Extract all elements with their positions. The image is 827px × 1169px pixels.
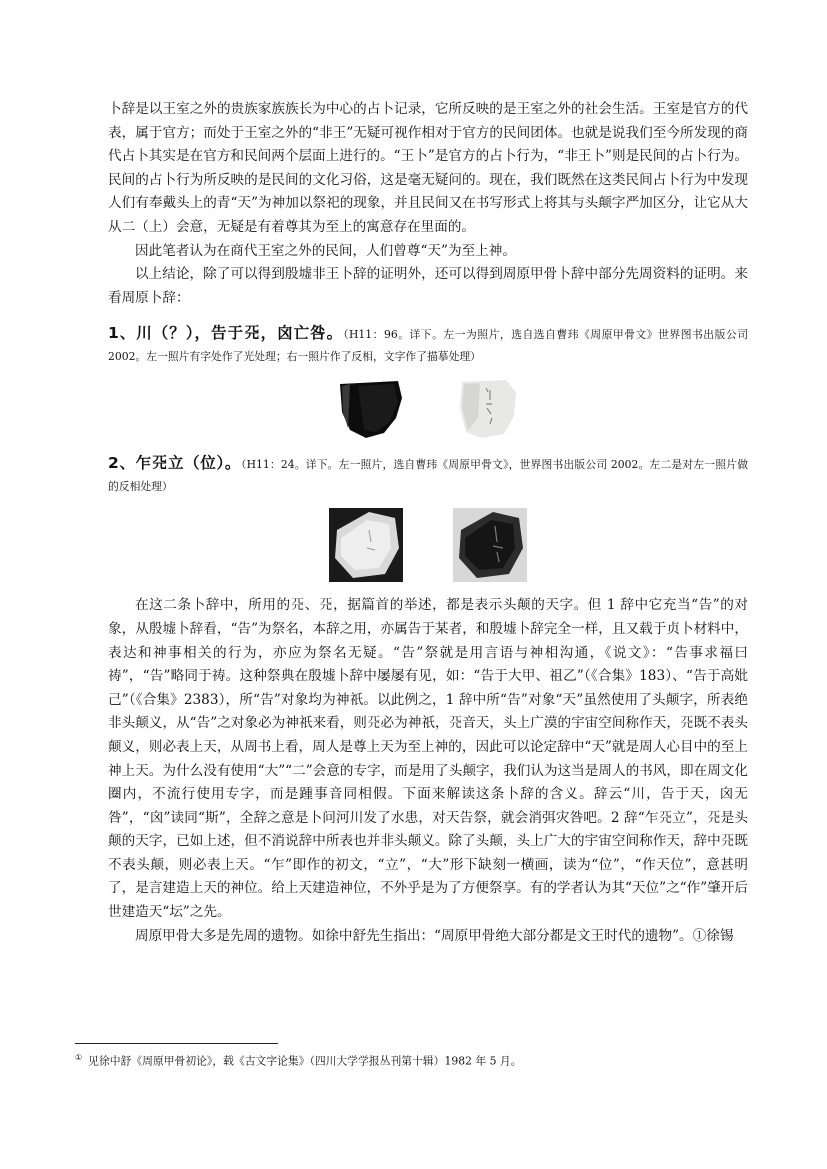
photo-row-1 xyxy=(108,378,748,440)
inscription-text: 2、乍𠀘立（位）。 xyxy=(108,454,242,473)
inscription-note: （H11：96。详下。左一为照片，选自选自曹玮《周原甲骨文》世界图书出版公司 2002。左一照片有字处作了光处理；右一照片作了反相，文字作了描摹处理） xyxy=(108,328,748,364)
paragraph: 因此笔者认为在商代王室之外的民间，人们曾尊“天”为至上神。 xyxy=(135,242,516,259)
oracle-bone-photo-inverted xyxy=(456,378,520,440)
footnote xyxy=(75,1050,755,1070)
photo-row-2 xyxy=(108,508,748,582)
inscription-text: 1、川（？），告于𠀘，囟亡咎。 xyxy=(108,324,344,343)
paragraph-text: 周原甲骨大多是先周的遗物。如徐中舒先生指出：“周原甲骨绝大部分都是文王时代的遗物”。 xyxy=(135,927,693,944)
footnote-marker: ① xyxy=(75,1053,83,1062)
inscription-note: （H11：24。详下。左一照片，选自曹玮《周原甲骨文》，世界图书出版公司 2002。左二是对左一照片做的反相处理） xyxy=(108,458,748,494)
footnote-text: 见徐中舒《周原甲骨初论》，载《古文字论集》（四川大学学报丛刊第十辑）1982 年 5 月。 xyxy=(88,1054,522,1068)
inscription-item-2 xyxy=(108,452,748,498)
oracle-bone-photo xyxy=(336,378,406,440)
paragraph xyxy=(108,925,748,949)
paragraph: 卜辞是以王室之外的贵族家族族长为中心的占卜记录，它所反映的是王室之外的社会生活。王室是官方的代表，属于官方；而处于王室之外的“非王”无疑可视作相对于官方的民间团体。也就是说我们至今所发现的商代占卜其实是在官方和民间两个层面上进行的。“王卜”是官方的占卜行为，“非王卜”则是民间的占卜行为。民间的占卜行为所反映的是民间的文化习俗，这是毫无疑问的。现在，我们既然在这类民间占卜行为中发现人们有奉戴头上的青“天”为神加以祭祀的现象，并且民间又在书写形式上将其与头颠字严加区分，让它从大从二（上）会意，无疑是有着尊其为至上的寓意存在里面的。 xyxy=(108,101,748,235)
oracle-bone-photo xyxy=(329,508,403,582)
paragraph: 在这二条卜辞中，所用的𠀘、𠀘，据篇首的举述，都是表示头颠的天字。但 1 辞中它充当“告”的对象，从殷墟卜辞看，“告”为祭名，本辞之用，亦属告于某者，和殷墟卜辞完全一样，且又载于贞卜材料中，表达和神事相关的行为，亦应为祭名无疑。“告”祭就是用言语与神相沟通，《说文》：“告事求福曰祷”，“告”略同于祷。这种祭典在殷墟卜辞中屡屡有见，如：“告于大甲、祖乙”（《合集》183）、“告于高妣己”（《合集》2383），所“告”对象均为神祇。以此例之，1 辞中所“告”对象“天”虽然使用了头颠字，所表绝非头颠义，从“告”之对象必为神祇来看，则𠀘必为神祇，𠀘音天，头上广漠的宇宙空间称作天，𠀘既不表头颠义，则必表上天，从周书上看，周人是尊上天为至上神的，因此可以论定辞中“天”就是周人心目中的至上神上天。为什么没有使用“大”“二”会意的专字，而是用了头颠字，我们认为这当是周人的书风，即在周文化圈内，不流行使用专字，而是踵事音同相假。下面来解读这条卜辞的含义。辞云“川，告于天，囟无咎”，“囟”读同“斯”，全辞之意是卜问河川发了水患，对天告祭，就会消弭灾咎吧。2 辞“乍𠀘立”，𠀘是头颠的天字，已如上述，但不消说辞中所表也并非头颠义。除了头颠，头上广大的宇宙空间称作天，辞中𠀘既不表头颠，则必表上天。“乍”即作的初文，“立”，“大”形下缺刻一横画，读为“位”，“作天位”，意甚明了，是言建造上天的神位。给上天建造神位，不外乎是为了方便祭享。有的学者认为其“天位”之“作”肇开后世建造天“坛”之先。 xyxy=(108,597,748,921)
inscription-item-1 xyxy=(108,322,748,368)
oracle-bone-photo-inverted xyxy=(453,508,527,582)
footnote-reference[interactable]: ①徐锡 xyxy=(692,927,734,944)
footnote-divider xyxy=(75,1043,278,1044)
article-body xyxy=(108,98,748,948)
paragraph: 以上结论，除了可以得到殷墟非王卜辞的证明外，还可以得到周原甲骨卜辞中部分先周资料的证明。来看周原卜辞： xyxy=(108,266,748,306)
